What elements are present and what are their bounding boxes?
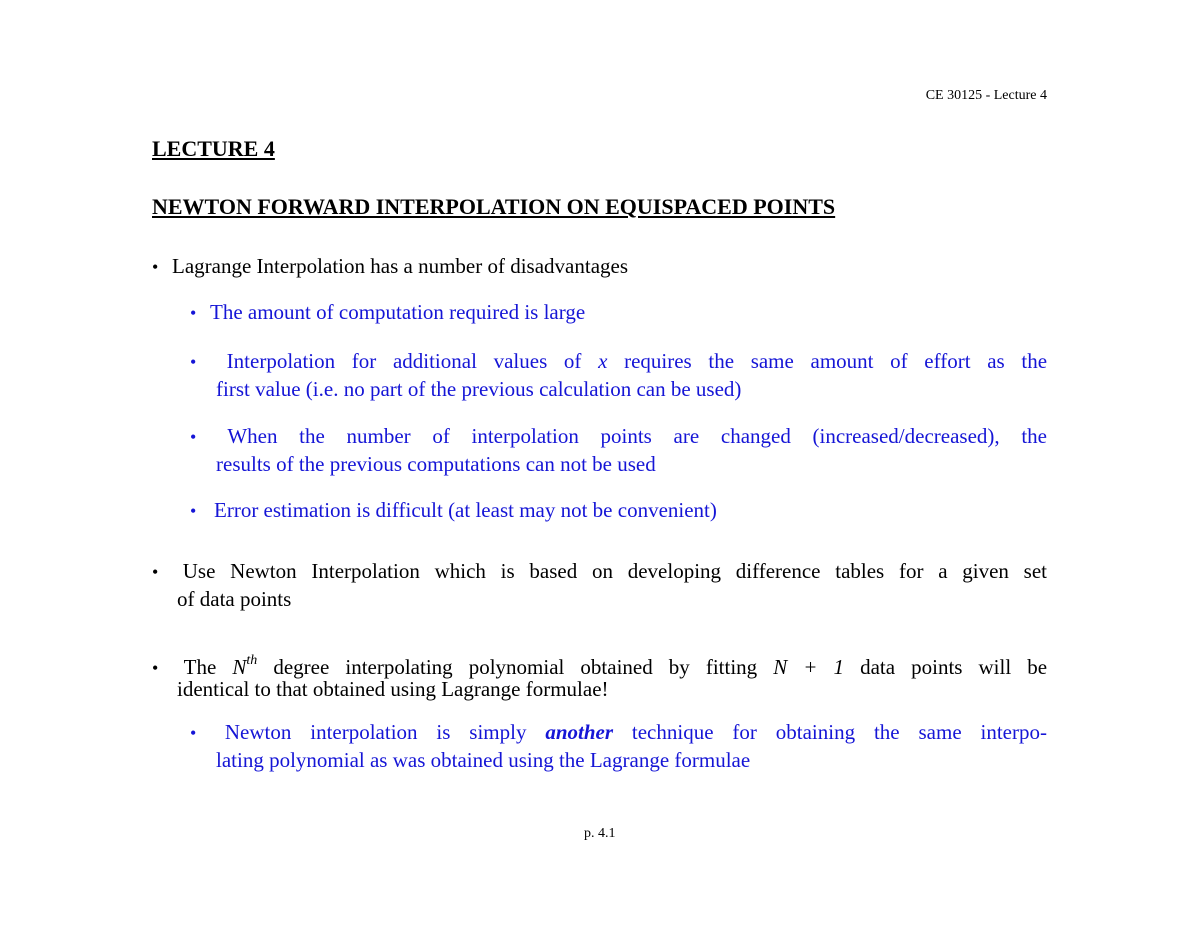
lecture-title: LECTURE 4 [152,136,275,161]
bullet-text: Newton interpolation is simply [224,720,527,744]
bullet-marker: • [152,257,159,277]
section-title: NEWTON FORWARD INTERPOLATION ON EQUISPACED POINTS [152,194,836,219]
bullet-marker: • [190,723,197,743]
math-N-plus-1: N + 1 [773,655,845,679]
bullet-nth-degree-line2: identical to that obtained using Lagrange formulae! [177,677,609,701]
subbullet-computation-large [190,298,585,327]
subbullet-points-changed-line1 [190,422,1047,451]
bullet-text: requires the same amount of effort as the [624,349,1048,373]
bullet-text: Interpolation for additional values of [226,349,582,373]
bullet-text: degree interpolating polynomial obtained by fitting [273,655,758,679]
emphasis-another: another [545,720,614,744]
bullet-marker: • [152,658,159,678]
bullet-marker: • [190,303,197,323]
bullet-marker: • [190,427,197,447]
bullet-newton-interpolation-line2: of data points [177,587,292,611]
subbullet-newton-another-line2: lating polynomial as was obtained using the Lagrange formulae [216,748,751,772]
subbullet-newton-another-line1 [190,718,1047,747]
page-number: p. 4.1 [584,826,616,841]
bullet-marker: • [190,352,197,372]
bullet-marker: • [152,562,159,582]
bullet-text: data points will be [860,655,1048,679]
bullet-text: Use Newton Interpolation which is based on developing difference tables for a given set [182,559,1047,583]
subbullet-additional-values-line2: first value (i.e. no part of the previous calculation can be used) [216,377,742,401]
page-header: CE 30125 - Lecture 4 [925,88,1047,103]
bullet-text: technique for obtaining the same interpo- [631,720,1047,744]
bullet-text: Error estimation is difficult (at least may not be convenient) [214,498,717,522]
bullet-marker: • [190,501,197,521]
math-variable-x: x [598,349,608,373]
bullet-text: When the number of interpolation points are changed (increased/decreased), the [227,424,1047,448]
bullet-text: The amount of computation required is large [210,300,586,324]
bullet-lagrange-disadvantages [152,252,628,281]
math-variable-N: N [232,655,247,679]
subbullet-error-estimation [190,496,717,525]
bullet-text: The [183,655,217,679]
math-superscript-th: th [246,653,258,668]
subbullet-points-changed-line2: results of the previous computations can not be used [216,452,656,476]
bullet-text: Lagrange Interpolation has a number of disadvantages [172,254,629,278]
bullet-newton-interpolation-line1 [152,557,1047,586]
subbullet-additional-values-line1 [190,347,1047,376]
